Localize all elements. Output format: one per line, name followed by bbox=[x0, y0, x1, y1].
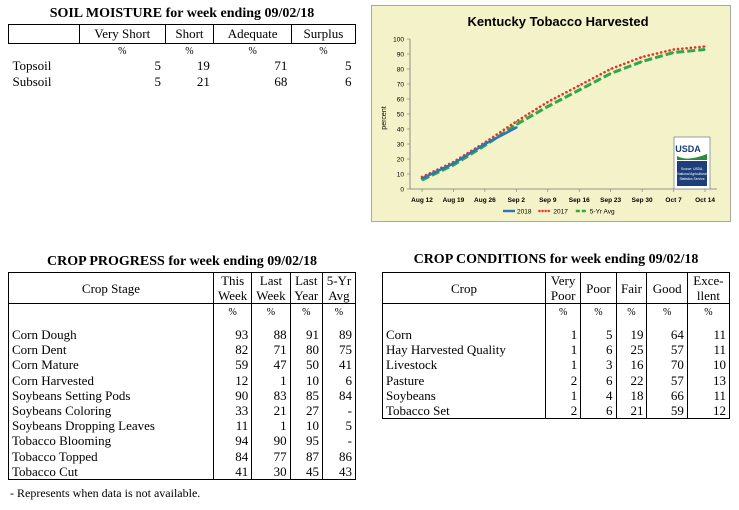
cell: 13 bbox=[687, 373, 729, 388]
very-poor-header: Very Poor bbox=[546, 273, 581, 304]
x-tick-label: Oct 14 bbox=[695, 197, 715, 204]
data-point bbox=[610, 73, 611, 74]
cell: 12 bbox=[214, 373, 252, 388]
source-line-2: National Agricultural bbox=[677, 172, 707, 176]
cell: 94 bbox=[214, 433, 252, 448]
cell: 21 bbox=[196, 74, 210, 89]
cell: 27 bbox=[290, 403, 322, 418]
table-row bbox=[383, 327, 730, 342]
series-line-5-yr-avg bbox=[422, 50, 705, 181]
pct-blank bbox=[9, 304, 214, 322]
y-tick-label: 30 bbox=[396, 141, 404, 149]
cell: 16 bbox=[616, 357, 647, 372]
cell: 68 bbox=[274, 74, 288, 89]
data-point bbox=[673, 49, 674, 50]
data-point bbox=[610, 68, 611, 69]
stage-header: Crop Stage bbox=[9, 273, 214, 304]
row-label: Soybeans Coloring bbox=[9, 403, 214, 418]
cell: 57 bbox=[647, 373, 687, 388]
usda-logo-text: USDA bbox=[675, 144, 701, 154]
table-row bbox=[9, 403, 356, 418]
cell: 41 bbox=[214, 464, 252, 480]
row-label: Hay Harvested Quality bbox=[383, 342, 546, 357]
cell: 2 bbox=[546, 403, 581, 419]
y-tick-label: 80 bbox=[396, 66, 404, 74]
data-point bbox=[484, 143, 485, 144]
cell: 10 bbox=[687, 357, 729, 372]
row-label: Corn Dent bbox=[9, 342, 214, 357]
soil-header-adequate: Adequate bbox=[214, 25, 291, 44]
cell: 80 bbox=[290, 342, 322, 357]
cell: 6 bbox=[581, 403, 616, 419]
x-tick-label: Aug 26 bbox=[474, 197, 496, 204]
row-label: Tobacco Set bbox=[383, 403, 546, 419]
soil-moisture-table bbox=[8, 24, 356, 90]
crop-conditions-title: CROP CONDITIONS for week ending 09/02/18 bbox=[413, 252, 699, 267]
five-yr-avg-header: 5-Yr Avg bbox=[322, 273, 355, 304]
row-label: Subsoil bbox=[12, 74, 52, 89]
x-tick-label: Aug 12 bbox=[411, 197, 433, 204]
cell: 45 bbox=[290, 464, 322, 480]
data-point bbox=[579, 85, 580, 86]
data-point bbox=[547, 106, 548, 107]
y-tick-label: 60 bbox=[396, 96, 404, 104]
soil-pct: % bbox=[248, 45, 257, 57]
cell: 83 bbox=[252, 388, 290, 403]
pct-cell: % bbox=[581, 304, 616, 322]
cell: 19 bbox=[196, 58, 210, 73]
cell: 5 bbox=[154, 58, 161, 73]
excellent-header: Exce- llent bbox=[687, 273, 729, 304]
cell: 1 bbox=[546, 327, 581, 342]
pct-cell: % bbox=[322, 304, 355, 322]
crop-progress-table bbox=[8, 272, 356, 480]
cell: 6 bbox=[345, 74, 352, 89]
data-point bbox=[516, 121, 517, 122]
table-row bbox=[383, 357, 730, 372]
cell: 11 bbox=[214, 418, 252, 433]
cell: 59 bbox=[214, 357, 252, 372]
table-row bbox=[9, 373, 356, 388]
cell: 86 bbox=[322, 449, 355, 464]
cell: 66 bbox=[647, 388, 687, 403]
source-line-1: Source: USDA, bbox=[680, 167, 704, 171]
cell: 93 bbox=[214, 327, 252, 342]
x-tick-label: Aug 19 bbox=[442, 197, 465, 204]
tobacco-harvested-chart bbox=[371, 5, 731, 222]
table-row bbox=[9, 327, 356, 342]
x-tick-label: Sep 2 bbox=[507, 197, 526, 204]
cell: 1 bbox=[546, 342, 581, 357]
cell: 95 bbox=[290, 433, 322, 448]
cell: 71 bbox=[274, 58, 288, 73]
row-label: Corn bbox=[383, 327, 546, 342]
table-row bbox=[9, 464, 356, 480]
cell: 87 bbox=[290, 449, 322, 464]
cell: 6 bbox=[322, 373, 355, 388]
y-tick-label: 0 bbox=[400, 186, 404, 194]
x-tick-label: Sep 9 bbox=[539, 197, 557, 204]
soil-header-surplus: Surplus bbox=[291, 25, 355, 44]
y-tick-label: 50 bbox=[396, 111, 404, 119]
chart-axes bbox=[393, 37, 717, 205]
cell: - bbox=[322, 403, 355, 418]
table-row bbox=[383, 403, 730, 419]
pct-cell: % bbox=[252, 304, 290, 322]
cell: 19 bbox=[616, 327, 647, 342]
series-line-2018 bbox=[422, 128, 516, 179]
legend-label: 2017 bbox=[553, 208, 568, 216]
table-row bbox=[383, 373, 730, 388]
y-tick-label: 20 bbox=[396, 156, 404, 164]
cell: 70 bbox=[647, 357, 687, 372]
cell: 89 bbox=[322, 327, 355, 342]
crop-progress-title: CROP PROGRESS for week ending 09/02/18 bbox=[46, 254, 318, 269]
cell: 2 bbox=[546, 373, 581, 388]
soil-pct: % bbox=[118, 45, 127, 57]
table-row bbox=[9, 418, 356, 433]
chart-title: Kentucky Tobacco Harvested bbox=[467, 14, 649, 29]
cell: 82 bbox=[214, 342, 252, 357]
cell: 30 bbox=[252, 464, 290, 480]
cell: 18 bbox=[616, 388, 647, 403]
cell: 10 bbox=[290, 418, 322, 433]
cell: 90 bbox=[214, 388, 252, 403]
crop-conditions-table bbox=[382, 272, 730, 419]
row-label: Soybeans Dropping Leaves bbox=[9, 418, 214, 433]
cell: 71 bbox=[252, 342, 290, 357]
table-row bbox=[9, 449, 356, 464]
table-row bbox=[9, 58, 356, 74]
cell: 47 bbox=[252, 357, 290, 372]
data-point bbox=[642, 56, 643, 57]
row-label: Tobacco Topped bbox=[9, 449, 214, 464]
cell: 50 bbox=[290, 357, 322, 372]
table-row bbox=[383, 388, 730, 403]
cell: 22 bbox=[616, 373, 647, 388]
cell: 57 bbox=[647, 342, 687, 357]
soil-pct: % bbox=[319, 45, 328, 57]
cell: 11 bbox=[687, 388, 729, 403]
crop-header: Crop bbox=[383, 273, 546, 304]
data-point bbox=[704, 49, 705, 50]
cell: 33 bbox=[214, 403, 252, 418]
row-label: Corn Mature bbox=[9, 357, 214, 372]
cell: 11 bbox=[687, 342, 729, 357]
cell: 21 bbox=[252, 403, 290, 418]
cell: 1 bbox=[546, 357, 581, 372]
cell: 12 bbox=[687, 403, 729, 419]
cell: 1 bbox=[546, 388, 581, 403]
cell: 1 bbox=[252, 373, 290, 388]
table-row bbox=[9, 342, 356, 357]
crop-conditions-body bbox=[383, 304, 730, 419]
soil-header-short: Short bbox=[165, 25, 214, 44]
row-label: Tobacco Blooming bbox=[9, 433, 214, 448]
last-week-header: Last Week bbox=[252, 273, 290, 304]
cell: 25 bbox=[616, 342, 647, 357]
cell: 5 bbox=[581, 327, 616, 342]
fair-header: Fair bbox=[616, 273, 647, 304]
table-row bbox=[9, 74, 356, 90]
cell: 10 bbox=[290, 373, 322, 388]
pct-cell: % bbox=[687, 304, 729, 322]
cell: 41 bbox=[322, 357, 355, 372]
soil-moisture-title: SOIL MOISTURE for week ending 09/02/18 bbox=[49, 6, 315, 21]
row-label: Topsoil bbox=[12, 58, 52, 73]
row-label: Soybeans Setting Pods bbox=[9, 388, 214, 403]
pct-cell: % bbox=[546, 304, 581, 322]
cell: 59 bbox=[647, 403, 687, 419]
data-point bbox=[421, 178, 422, 179]
cell: 4 bbox=[581, 388, 616, 403]
table-row bbox=[9, 433, 356, 448]
cell: 5 bbox=[322, 418, 355, 433]
soil-header-very-short: Very Short bbox=[80, 25, 166, 44]
usda-logo bbox=[674, 137, 710, 189]
data-point bbox=[704, 46, 705, 47]
chart-ylabel: percent bbox=[381, 106, 388, 130]
table-row bbox=[9, 357, 356, 372]
data-point bbox=[453, 163, 454, 164]
crop-progress-body bbox=[9, 304, 356, 480]
pct-cell: % bbox=[647, 304, 687, 322]
row-label: Pasture bbox=[383, 373, 546, 388]
row-label: Corn Dough bbox=[9, 327, 214, 342]
y-tick-label: 40 bbox=[396, 126, 404, 134]
poor-header: Poor bbox=[581, 273, 616, 304]
cell: 91 bbox=[290, 327, 322, 342]
x-tick-label: Sep 30 bbox=[631, 197, 653, 204]
data-point bbox=[579, 89, 580, 90]
cell: 84 bbox=[322, 388, 355, 403]
y-tick-label: 90 bbox=[396, 51, 404, 59]
x-tick-label: Sep 23 bbox=[600, 197, 622, 204]
cell: 43 bbox=[322, 464, 355, 480]
row-label: Corn Harvested bbox=[9, 373, 214, 388]
cell: 84 bbox=[214, 449, 252, 464]
cell: 64 bbox=[647, 327, 687, 342]
x-tick-label: Oct 7 bbox=[665, 197, 682, 204]
cell: 5 bbox=[154, 74, 161, 89]
cell: 85 bbox=[290, 388, 322, 403]
data-point bbox=[673, 52, 674, 53]
cell: 3 bbox=[581, 357, 616, 372]
data-point bbox=[516, 124, 517, 125]
pct-cell: % bbox=[290, 304, 322, 322]
source-line-3: Statistics Service bbox=[679, 177, 705, 181]
soil-header-blank bbox=[9, 25, 80, 44]
cell: 11 bbox=[687, 327, 729, 342]
table-row bbox=[383, 342, 730, 357]
cell: 21 bbox=[616, 403, 647, 419]
data-point bbox=[547, 101, 548, 102]
row-label: Tobacco Cut bbox=[9, 464, 214, 480]
cell: 1 bbox=[252, 418, 290, 433]
cell: 6 bbox=[581, 342, 616, 357]
legend-label: 2018 bbox=[517, 208, 532, 216]
row-label: Soybeans bbox=[383, 388, 546, 403]
footnote: - Represents when data is not available. bbox=[10, 486, 201, 500]
x-tick-label: Sep 16 bbox=[568, 197, 590, 204]
cell: 88 bbox=[252, 327, 290, 342]
legend-label: 5-Yr Avg bbox=[589, 208, 615, 216]
cell: 5 bbox=[345, 58, 352, 73]
row-label: Livestock bbox=[383, 357, 546, 372]
this-week-header: This Week bbox=[214, 273, 252, 304]
good-header: Good bbox=[647, 273, 687, 304]
y-tick-label: 100 bbox=[393, 36, 404, 44]
cell: - bbox=[322, 433, 355, 448]
cell: 6 bbox=[581, 373, 616, 388]
soil-pct-blank bbox=[9, 44, 80, 59]
chart-series bbox=[421, 46, 705, 181]
data-point bbox=[516, 127, 517, 128]
cell: 75 bbox=[322, 342, 355, 357]
y-tick-label: 10 bbox=[396, 171, 404, 179]
last-year-header: Last Year bbox=[290, 273, 322, 304]
chart-legend bbox=[503, 209, 615, 216]
table-row bbox=[9, 388, 356, 403]
soil-pct: % bbox=[185, 45, 194, 57]
pct-cell: % bbox=[214, 304, 252, 322]
y-tick-label: 70 bbox=[396, 81, 404, 89]
chart-svg bbox=[372, 6, 730, 221]
cell: 90 bbox=[252, 433, 290, 448]
pct-cell: % bbox=[616, 304, 647, 322]
data-point bbox=[642, 61, 643, 62]
pct-blank bbox=[383, 304, 546, 322]
cell: 77 bbox=[252, 449, 290, 464]
